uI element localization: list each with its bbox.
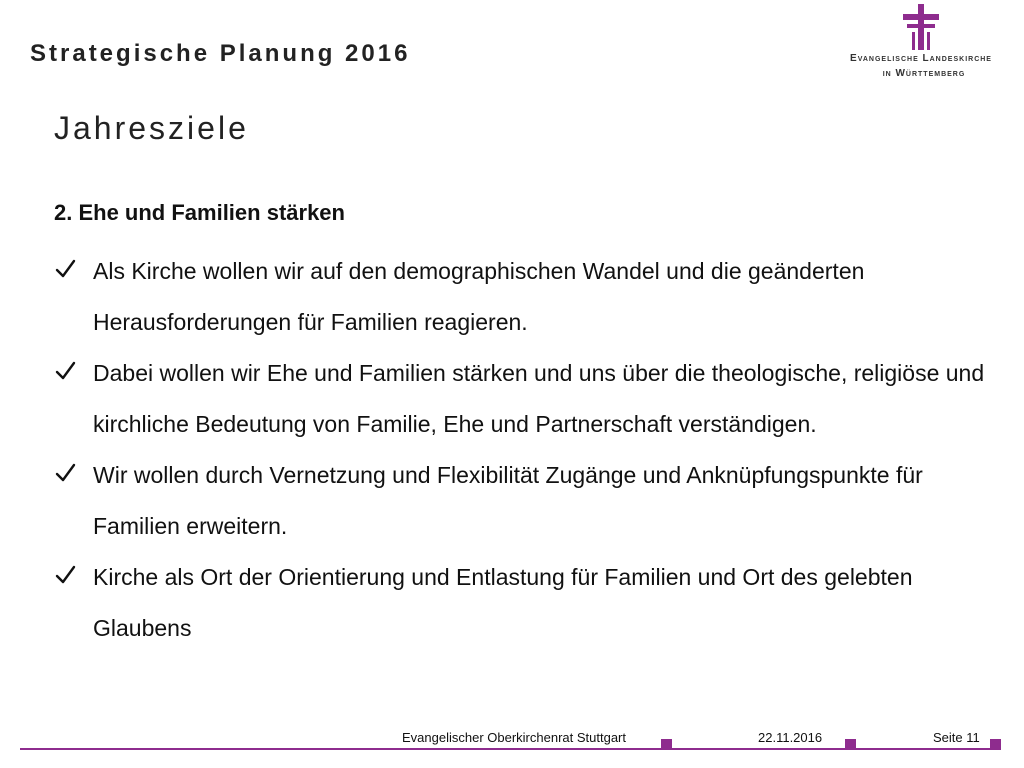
check-icon [54, 564, 76, 586]
bullet-list [54, 246, 1004, 654]
check-icon [54, 258, 76, 280]
logo-line-2: in Württemberg [882, 68, 966, 79]
bullet-text: Wir wollen durch Vernetzung und Flexibilität Zugänge und Anknüpfungspunkte für Familien erweitern. [93, 462, 923, 539]
bullet-item [54, 450, 1004, 552]
footer-organization: Evangelischer Oberkirchenrat Stuttgart [402, 730, 626, 745]
slide-title: Jahresziele [54, 110, 249, 146]
bullet-item [54, 348, 1004, 450]
logo-line-1: Evangelische Landeskirche [850, 53, 992, 64]
bullet-item [54, 552, 1004, 654]
bullet-item [54, 246, 1004, 348]
footer-date: 22.11.2016 [758, 730, 823, 745]
church-logo [846, 4, 996, 84]
sub-heading: 2. Ehe und Familien stärken [54, 200, 345, 225]
footer-divider [20, 748, 1000, 750]
cross-icon [903, 4, 939, 50]
footer-page-number: Seite 11 [933, 730, 980, 745]
header-title: Strategische Planung 2016 [30, 40, 411, 67]
check-icon [54, 360, 76, 382]
bullet-text: Kirche als Ort der Orientierung und Entlastung für Familien und Ort des gelebten Glaubens [93, 564, 913, 641]
logo-text [846, 51, 996, 81]
bullet-text: Dabei wollen wir Ehe und Familien stärken und uns über die theologische, religiöse und kirchliche Bedeutung von Familie, Ehe und Partnerschaft verständigen. [93, 360, 985, 437]
check-icon [54, 462, 76, 484]
bullet-text: Als Kirche wollen wir auf den demographischen Wandel und die geänderten Herausforderungen für Familien reagieren. [93, 258, 865, 335]
